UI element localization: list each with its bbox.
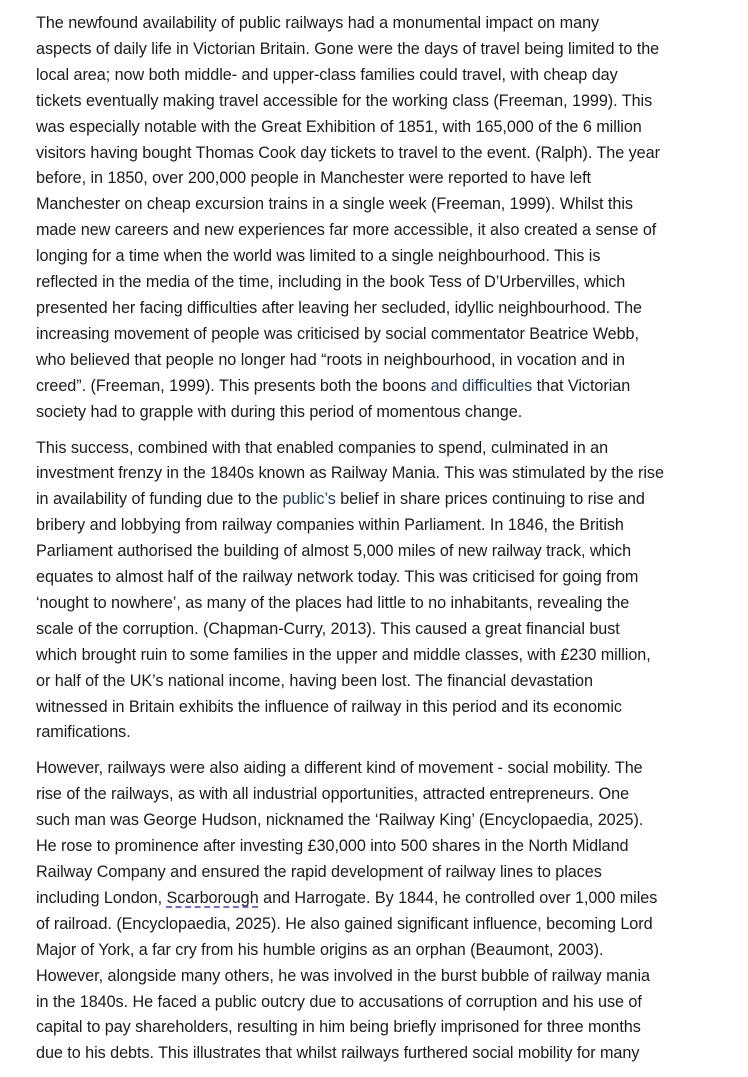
text-segment: ‘nought to nowhere’, as many of the places had little to no inhabitants, revealing the [36, 593, 630, 612]
text-line [36, 834, 716, 860]
text-line [36, 782, 716, 808]
text-segment: visitors having bought Thomas Cook day tickets to travel to the event. (Ralph). The year [36, 143, 660, 162]
text-line [36, 860, 716, 886]
highlighted-text-and-difficulties: and difficulties [430, 376, 533, 395]
text-line [36, 487, 716, 513]
text-line [36, 539, 716, 565]
text-segment: witnessed in Britain exhibits the influence of railway in this period and its economic [36, 697, 622, 716]
text-segment: creed”. (Freeman, 1999). This presents both the boons [36, 376, 431, 395]
text-segment: Parliament authorised the building of almost 5,000 miles of new railway track, which [36, 542, 632, 561]
text-segment: The newfound availability of public railways had a monumental impact on many [36, 14, 600, 32]
text-segment: in availability of funding due to the [36, 490, 283, 509]
text-segment: longing for a time when the world was limited to a single neighbourhood. This is [36, 247, 601, 266]
text-line [36, 218, 716, 244]
text-segment: belief in share prices continuing to rise and [335, 490, 645, 509]
text-line [36, 400, 716, 426]
text-segment: ramifications. [36, 723, 131, 742]
text-line [36, 141, 716, 167]
text-line [36, 591, 716, 617]
text-segment: before, in 1850, over 200,000 people in Manchester were reported to have left [36, 169, 591, 188]
text-line [36, 617, 716, 643]
text-line [36, 89, 716, 115]
text-segment: of railroad. (Encyclopaedia, 2025). He also gained significant influence, becoming Lord [36, 914, 653, 933]
text-segment: that Victorian [532, 376, 631, 395]
text-line [36, 720, 716, 746]
text-segment: He rose to prominence after investing £30,000 into 500 shares in the North Midland [36, 837, 629, 856]
text-line [36, 912, 716, 938]
text-line [36, 63, 716, 89]
text-line [36, 1041, 716, 1067]
text-segment: which brought ruin to some families in the upper and middle classes, with £230 million, [36, 645, 651, 664]
text-segment: and Harrogate. By 1844, he controlled over 1,000 miles [258, 888, 658, 907]
text-segment: such man was George Hudson, nicknamed the ‘Railway King’ (Encyclopaedia, 2025). [36, 811, 644, 830]
text-segment: in the 1840s. He faced a public outcry due to accusations of corruption and his use of [36, 992, 642, 1011]
text-segment: Railway Company and ensured the rapid development of railway lines to places [36, 863, 602, 881]
text-segment: equates to almost half of the railway network today. This was criticised for going from [36, 568, 639, 587]
text-line [36, 166, 716, 192]
text-segment: aspects of daily life in Victorian Britain. Gone were the days of travel being limited to the [36, 39, 660, 58]
text-line [36, 348, 716, 374]
text-segment: Major of York, a far cry from his humble origins as an orphan (Beaumont, 2003). [36, 940, 604, 959]
text-line [36, 990, 716, 1016]
text-segment: This success, combined with that enabled companies to spend, culminated in an [36, 438, 609, 457]
text-line [36, 374, 716, 400]
text-segment: due to his debts. This illustrates that whilst railways furthered social mobility for many [36, 1044, 640, 1063]
text-segment: However, railways were also aiding a different kind of movement - social mobility. The [36, 759, 643, 778]
text-segment: was especially notable with the Great Exhibition of 1851, with 165,000 of the 6 million [36, 117, 642, 136]
text-segment: who believed that people no longer had “roots in neighbourhood, in vocation and in [36, 350, 625, 369]
text-segment: or half of the UK’s national income, having been lost. The financial devastation [36, 671, 593, 690]
text-line [36, 1015, 716, 1041]
text-line [36, 192, 716, 218]
text-line [36, 886, 716, 912]
text-segment: presented her facing difficulties after leaving her secluded, idyllic neighbourhood. The [36, 298, 643, 317]
text-segment: capital to pay shareholders, resulting in him being briefly imprisoned for three months [36, 1018, 641, 1037]
text-line [36, 296, 716, 322]
text-line [36, 461, 716, 487]
text-segment: Manchester on cheap excursion trains in a single week (Freeman, 1999). Whilst this [36, 195, 633, 214]
text-segment: society had to grapple with during this period of momentous change. [36, 402, 523, 421]
text-line [36, 643, 716, 669]
text-segment: including London, [36, 888, 167, 907]
text-line [36, 938, 716, 964]
paragraph-railways-daily-life[interactable] [36, 11, 716, 426]
text-line [36, 11, 716, 37]
text-segment: reflected in the media of the time, including in the book Tess of D’Urbervilles, which [36, 273, 626, 292]
text-segment: made new careers and new experiences far more accessible, it also created a sense of [36, 221, 657, 240]
text-segment: scale of the corruption. (Chapman-Curry, 2013). This caused a great financial bust [36, 619, 620, 638]
text-line [36, 322, 716, 348]
text-line [36, 964, 716, 990]
text-line [36, 244, 716, 270]
text-line [36, 37, 716, 63]
paragraph-railway-mania[interactable] [36, 436, 716, 747]
spellcheck-flag-scarborough[interactable]: Scarborough [166, 888, 259, 907]
highlighted-text-publics: public’s [282, 490, 336, 509]
text-line [36, 808, 716, 834]
document-body[interactable] [36, 11, 716, 1077]
text-segment: bribery and lobbying from railway companies within Parliament. In 1846, the British [36, 516, 624, 535]
text-segment: tickets eventually making travel accessible for the working class (Freeman, 1999). This [36, 91, 653, 110]
text-line [36, 436, 716, 462]
text-line [36, 695, 716, 721]
text-line [36, 669, 716, 695]
text-line [36, 565, 716, 591]
text-segment: rise of the railways, as with all industrial opportunities, attracted entrepreneurs. One [36, 785, 630, 804]
paragraph-social-mobility[interactable] [36, 756, 716, 1067]
text-segment: However, alongside many others, he was involved in the burst bubble of railway mania [36, 966, 650, 985]
text-line [36, 513, 716, 539]
text-line [36, 115, 716, 141]
text-line [36, 270, 716, 296]
text-segment: investment frenzy in the 1840s known as Railway Mania. This was stimulated by the rise [36, 464, 664, 483]
text-line [36, 756, 716, 782]
text-segment: increasing movement of people was criticised by social commentator Beatrice Webb, [36, 324, 639, 343]
text-segment: local area; now both middle- and upper-class families could travel, with cheap day [36, 65, 618, 84]
